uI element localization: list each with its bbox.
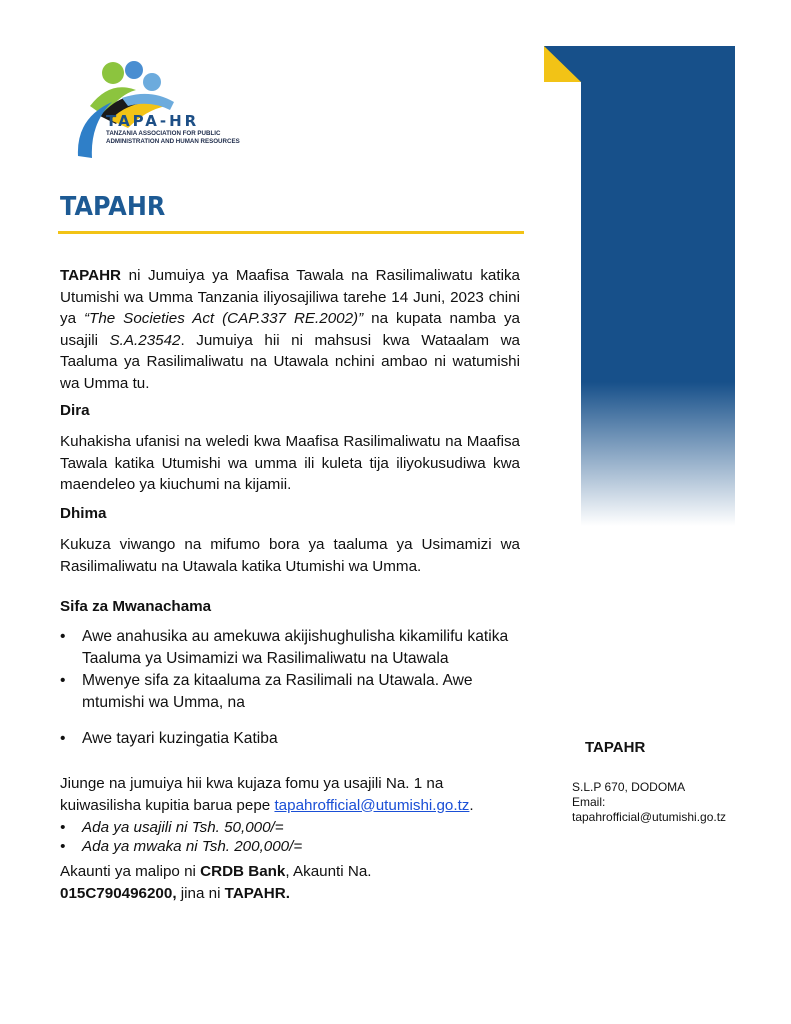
account-text-1: Akaunti ya malipo ni: [60, 863, 201, 880]
membership-list: [60, 626, 522, 750]
intro-text-1: ni Jumuiya ya Maafisa Tawala na Rasilimaliwatu katika Utumishi wa Umma Tanzania iliyosajiliwa tarehe 14 Juni, 2023 chini ya: [60, 267, 520, 327]
intro-act-name: “The Societies Act (CAP.337 RE.2002)”: [84, 310, 364, 327]
join-paragraph: [60, 773, 520, 816]
membership-heading: Sifa za Mwanachama: [60, 598, 212, 615]
dira-heading: Dira: [60, 402, 90, 419]
page-title: TAPAHR: [60, 192, 166, 222]
contact-email[interactable]: tapahrofficial@utumishi.go.tz: [572, 810, 727, 824]
intro-org-name: TAPAHR: [60, 267, 122, 284]
contact-title: TAPAHR: [585, 739, 646, 756]
tapa-hr-logo: [70, 58, 260, 163]
account-text-3: jina ni: [176, 884, 225, 902]
dhima-heading: Dhima: [60, 505, 107, 522]
logo-title: TAPA-HR: [106, 112, 200, 130]
intro-paragraph: [60, 265, 520, 394]
contact-address: S.L.P 670, DODOMA: [572, 780, 686, 794]
join-end: .: [469, 796, 474, 814]
account-name: TAPAHR.: [224, 884, 290, 902]
contact-email-label: Email:: [572, 795, 606, 809]
list-item: • Ada ya usajili ni Tsh. 50,000/=: [60, 818, 522, 837]
account-number: 015C790496200,: [60, 884, 177, 902]
list-item: • Mwenye sifa za kitaaluma za Rasilimali na Utawala. Awe mtumishi wa Umma, na: [60, 670, 522, 714]
contact-block: [572, 780, 726, 825]
account-bank: CRDB Bank: [200, 863, 286, 880]
title-underline: [58, 231, 524, 234]
list-item: • Awe anahusika au amekuwa akijishughulisha kikamilifu katika Taaluma ya Usimamizi wa Rasilimaliwatu na Utawala: [60, 626, 522, 670]
logo-subtitle: [106, 130, 266, 146]
account-paragraph: [60, 861, 520, 904]
join-email-link[interactable]: tapahrofficial@utumishi.go.tz: [274, 796, 470, 814]
logo-subtitle-line1: TANZANIA ASSOCIATION FOR PUBLIC: [106, 130, 221, 137]
intro-text-3: . Jumuiya hii ni mahsusi kwa Wataalam wa Taaluma ya Rasilimaliwatu na Utawala nchini ambao ni watumishi wa Umma tu.: [60, 331, 520, 392]
list-item: • Ada ya mwaka ni Tsh. 200,000/=: [60, 837, 522, 856]
logo-subtitle-line2: ADMINISTRATION AND HUMAN RESOURCES: [106, 138, 240, 145]
fees-list: [60, 818, 522, 856]
join-text: Jiunge na jumuiya hii kwa kujaza fomu ya usajili Na. 1 na kuiwasilisha kupitia barua pepe: [60, 775, 444, 814]
dira-text: Kuhakisha ufanisi na weledi kwa Maafisa Rasilimaliwatu na Maafisa Tawala katika Utumishi wa umma ili kuleta tija iliyokusudiwa kwa maendeleo ya kiuchumi na kijamii.: [60, 433, 520, 493]
account-text-2: , Akaunti Na.: [285, 863, 372, 880]
decorative-sidebar-band: [544, 46, 735, 526]
intro-text-2: na kupata namba ya usajili: [60, 310, 520, 349]
list-item: • Awe tayari kuzingatia Katiba: [60, 728, 522, 750]
dhima-text: Kukuza viwango na mifumo bora ya taaluma ya Usimamizi wa Rasilimaliwatu na Utawala katika Utumishi wa Umma.: [60, 536, 520, 575]
intro-registration-number: S.A.23542: [109, 331, 181, 349]
